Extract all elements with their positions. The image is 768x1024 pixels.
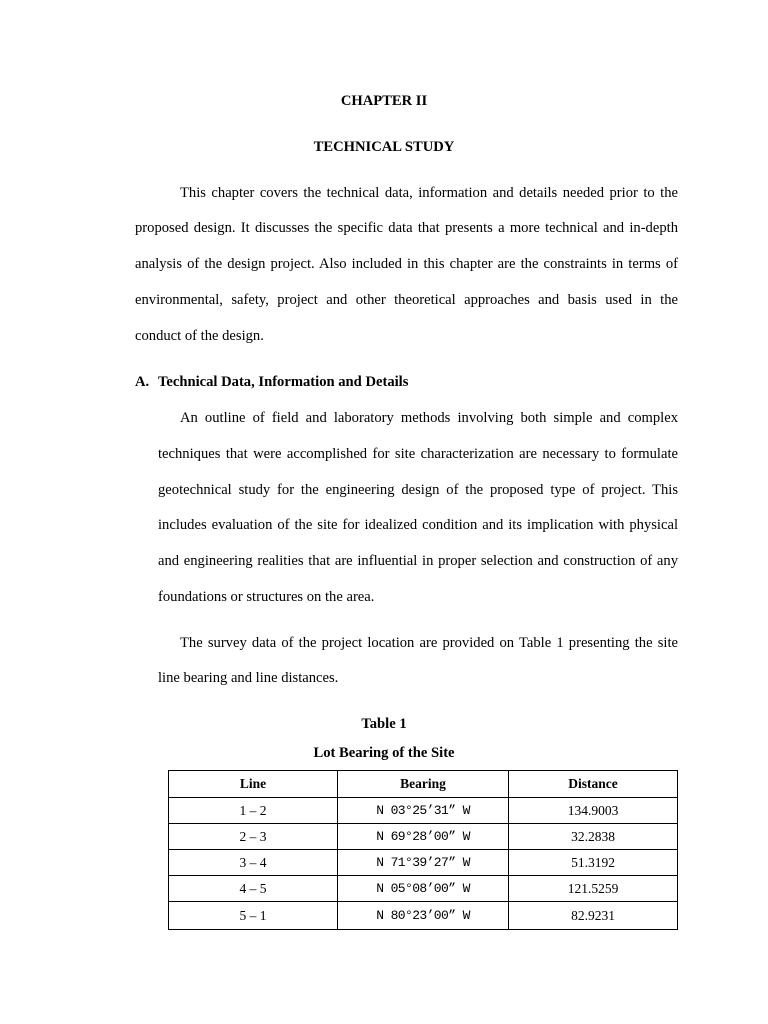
section-title: Technical Data, Information and Details — [158, 374, 409, 390]
table-header-row — [169, 771, 678, 798]
cell-line: 3 – 4 — [169, 850, 338, 876]
cell-bearing: N 80°23’00” W — [338, 902, 509, 930]
survey-line-2: line bearing and line distances. — [158, 670, 339, 686]
table-caption: Lot Bearing of the Site — [313, 745, 455, 761]
cell-distance: 134.9003 — [509, 798, 678, 824]
cell-bearing: N 71°39’27” W — [338, 850, 509, 876]
cell-bearing: N 05°08’00” W — [338, 876, 509, 902]
intro-line-2: proposed design. It discusses the specific data that presents a more technical and in-depth — [135, 220, 678, 236]
cell-line: 1 – 2 — [169, 798, 338, 824]
section-line-4: includes evaluation of the site for idealized condition and its implication with physical — [158, 517, 678, 533]
section-line-2: techniques that were accomplished for site characterization are necessary to formulate — [158, 446, 678, 462]
cell-distance: 51.3192 — [509, 850, 678, 876]
table-row — [169, 850, 678, 876]
section-line-6: foundations or structures on the area. — [158, 589, 375, 605]
section-number: A. — [135, 374, 150, 390]
cell-line: 4 – 5 — [169, 876, 338, 902]
intro-line-3: analysis of the design project. Also included in this chapter are the constraints in terms of — [135, 256, 678, 272]
chapter-number: CHAPTER II — [340, 93, 428, 109]
cell-bearing: N 03°25’31” W — [338, 798, 509, 824]
section-line-3: geotechnical study for the engineering design of the proposed type of project. This — [158, 482, 678, 498]
cell-line: 2 – 3 — [169, 824, 338, 850]
section-heading — [135, 374, 408, 391]
cell-line: 5 – 1 — [169, 902, 338, 930]
table-row — [169, 876, 678, 902]
header-distance: Distance — [509, 771, 678, 798]
cell-bearing: N 69°28’00” W — [338, 824, 509, 850]
intro-line-4: environmental, safety, project and other theoretical approaches and basis used in the — [135, 292, 678, 308]
cell-distance: 121.5259 — [509, 876, 678, 902]
section-line-5: and engineering realities that are influential in proper selection and construction of any — [158, 553, 678, 569]
header-bearing: Bearing — [338, 771, 509, 798]
header-line: Line — [169, 771, 338, 798]
table-label: Table 1 — [361, 716, 407, 732]
cell-distance: 32.2838 — [509, 824, 678, 850]
chapter-title: TECHNICAL STUDY — [313, 139, 455, 155]
section-line-1: An outline of field and laboratory methods involving both simple and complex — [180, 410, 678, 426]
intro-line-5: conduct of the design. — [135, 328, 264, 344]
table-row — [169, 902, 678, 930]
lot-bearing-table — [168, 770, 678, 930]
intro-line-1: This chapter covers the technical data, information and details needed prior to the — [180, 185, 678, 201]
table-row — [169, 824, 678, 850]
survey-line-1: The survey data of the project location are provided on Table 1 presenting the site — [180, 635, 678, 651]
table-row — [169, 798, 678, 824]
cell-distance: 82.9231 — [509, 902, 678, 930]
